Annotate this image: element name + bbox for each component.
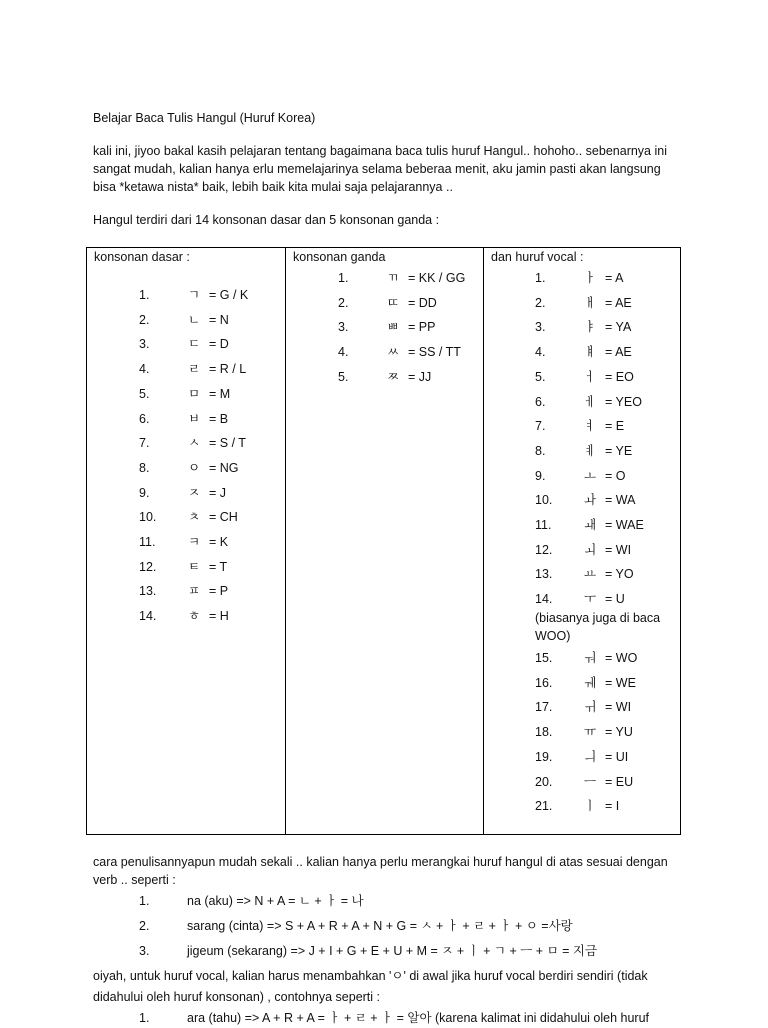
row-number: 12.: [139, 559, 157, 574]
row-number: 14.: [535, 592, 553, 607]
hangul-character: ㅠ: [583, 724, 597, 740]
hangul-character: ㅗ: [583, 467, 597, 483]
romanization: = WI: [605, 542, 632, 557]
item-text: ara (tahu) => A + R + A = ㅏ + ㄹ + ㅏ = 알아 (karena kalimat ini didahului oleh huruf: [187, 1011, 650, 1025]
romanization: = H: [209, 609, 229, 624]
row-number: 20.: [535, 774, 553, 789]
hangul-character: ㄸ: [386, 294, 400, 310]
romanization: = YO: [605, 567, 634, 582]
hangul-character: ㅏ: [583, 270, 597, 285]
romanization: = WO: [605, 651, 638, 665]
row-number: 13.: [535, 567, 553, 582]
lead-paragraph: Hangul terdiri dari 14 konsonan dasar dan 5 konsonan ganda :: [93, 213, 440, 227]
row-number: 5.: [139, 386, 150, 401]
romanization: = O: [605, 468, 626, 483]
row-number: 1.: [139, 288, 150, 302]
hangul-character: ㅖ: [583, 442, 597, 458]
romanization: = DD: [408, 295, 437, 310]
hangul-character: ㅘ: [583, 492, 597, 508]
hangul-character: ㅈ: [187, 484, 201, 500]
romanization: = B: [209, 411, 229, 426]
romanization: = K: [209, 535, 229, 549]
romanization: = T: [209, 559, 228, 574]
romanization: = I: [605, 799, 620, 814]
item-text: na (aku) => N + A = ㄴ + ㅏ = 나: [187, 894, 364, 908]
row-number: 10.: [535, 493, 553, 508]
hangul-character: ㅑ: [583, 319, 597, 335]
romanization: = YA: [605, 320, 632, 335]
hangul-character: ㅞ: [583, 674, 597, 690]
row-number: 5.: [338, 369, 349, 384]
romanization: = U: [605, 592, 625, 607]
romanization: = N: [209, 312, 229, 327]
hangul-character: ㅂ: [187, 410, 201, 426]
hangul-character: ㄹ: [187, 361, 201, 377]
row-number: 6.: [139, 411, 150, 426]
row-number: 2.: [535, 295, 546, 310]
row-number: 3.: [139, 337, 150, 352]
romanization: = M: [209, 386, 231, 401]
romanization: = YEO: [605, 394, 642, 409]
romanization: = WAE: [605, 518, 644, 532]
hangul-character: ㅆ: [386, 344, 400, 360]
hangul-character: ㅁ: [187, 385, 201, 401]
hangul-character: ㅟ: [583, 699, 597, 715]
romanization: = WE: [605, 675, 636, 690]
hangul-character: ㅊ: [187, 509, 201, 525]
row-number: 5.: [535, 369, 546, 384]
vowels-column: [483, 248, 681, 834]
vowel-note: (biasanya juga di baca WOO): [535, 611, 661, 643]
hangul-character: ㅕ: [583, 418, 597, 434]
row-number: 11.: [139, 535, 156, 549]
item-number: 2.: [139, 919, 150, 933]
row-number: 8.: [535, 443, 546, 458]
row-number: 9.: [139, 485, 150, 500]
row-number: 4.: [535, 345, 546, 360]
hangul-character: ㅍ: [187, 583, 201, 599]
double-consonants-column: [285, 248, 484, 834]
document-title: Belajar Baca Tulis Hangul (Huruf Korea): [93, 111, 316, 125]
hangul-character: ㄱ: [187, 287, 201, 302]
row-number: 12.: [535, 542, 553, 557]
hangul-character: ㅓ: [583, 368, 597, 384]
item-number: 1.: [139, 1011, 150, 1025]
row-number: 18.: [535, 725, 553, 740]
romanization: = NG: [209, 460, 239, 475]
row-number: 2.: [139, 312, 150, 327]
row-number: 15.: [535, 651, 553, 665]
row-number: 4.: [139, 362, 150, 377]
row-number: 11.: [535, 518, 552, 532]
hangul-character: ㄲ: [386, 270, 400, 285]
hangul-character: ㅔ: [583, 393, 597, 409]
romanization: = EO: [605, 369, 634, 384]
romanization: = A: [605, 271, 624, 285]
column-header: konsonan dasar :: [94, 250, 190, 264]
romanization: = D: [209, 337, 229, 352]
hangul-character: ㅚ: [583, 541, 597, 557]
hangul-character: ㅙ: [583, 517, 597, 532]
row-number: 6.: [535, 394, 546, 409]
romanization: = S / T: [209, 436, 246, 451]
row-number: 1.: [535, 271, 546, 285]
romanization: = WI: [605, 700, 632, 715]
hangul-character: ㅎ: [187, 608, 201, 624]
row-number: 7.: [535, 419, 546, 434]
hangul-table: [86, 247, 681, 835]
row-number: 10.: [139, 510, 157, 525]
row-number: 2.: [338, 295, 349, 310]
romanization: = WA: [605, 493, 636, 508]
instruction-paragraph: cara penulisannyapun mudah sekali .. kalian hanya perlu merangkai huruf hangul di atas sesuai dengan verb .. seperti :: [93, 855, 668, 887]
hangul-character: ㅛ: [583, 566, 597, 582]
row-number: 4.: [338, 345, 349, 360]
item-text: sarang (cinta) => S + A + R + A + N + G = ㅅ + ㅏ + ㄹ + ㅏ + ㅇ =사랑: [187, 919, 573, 933]
row-number: 14.: [139, 609, 157, 624]
romanization: = E: [605, 419, 625, 434]
romanization: = P: [209, 584, 229, 599]
romanization: = G / K: [209, 288, 249, 302]
item-number: 3.: [139, 944, 150, 958]
row-number: 7.: [139, 436, 150, 451]
row-number: 8.: [139, 460, 150, 475]
hangul-character: ㅜ: [583, 591, 597, 607]
romanization: = YE: [605, 443, 633, 458]
hangul-character: ㅣ: [583, 798, 597, 814]
hangul-character: ㄴ: [187, 311, 201, 327]
row-number: 17.: [535, 700, 553, 715]
hangul-character: ㅉ: [386, 368, 400, 384]
romanization: = CH: [209, 510, 238, 525]
romanization: = PP: [408, 320, 436, 335]
romanization: = JJ: [408, 369, 432, 384]
basic-consonants-column: [87, 248, 285, 834]
item-number: 1.: [139, 894, 150, 908]
hangul-character: ㅋ: [187, 534, 201, 549]
row-number: 13.: [139, 584, 157, 599]
hangul-character: ㅃ: [386, 319, 400, 335]
row-number: 3.: [535, 320, 546, 335]
hangul-character: ㅢ: [583, 748, 597, 764]
column-header: konsonan ganda: [293, 250, 386, 264]
hangul-character: ㅝ: [583, 650, 597, 665]
column-header: dan huruf vocal :: [491, 250, 584, 264]
hangul-character: ㄷ: [187, 336, 201, 352]
hangul-character: ㅡ: [583, 773, 597, 789]
romanization: = UI: [605, 749, 629, 764]
romanization: = AE: [605, 295, 632, 310]
hangul-character: ㅐ: [583, 294, 597, 310]
hangul-character: ㅇ: [187, 459, 201, 475]
romanization: = KK / GG: [408, 271, 466, 285]
row-number: 9.: [535, 468, 546, 483]
row-number: 3.: [338, 320, 349, 335]
romanization: = EU: [605, 774, 634, 789]
row-number: 1.: [338, 271, 349, 285]
romanization: = YU: [605, 725, 633, 740]
vocal-paragraph: oiyah, untuk huruf vocal, kalian harus menambahkan 'ㅇ' di awal jika huruf vocal berdiri sendiri (tidak didahului oleh huruf konsonan) , contohnya seperti :: [93, 969, 648, 1004]
row-number: 16.: [535, 675, 553, 690]
hangul-character: ㅌ: [187, 558, 201, 574]
hangul-character: ㅅ: [187, 435, 201, 451]
romanization: = SS / TT: [408, 345, 461, 360]
hangul-character: ㅒ: [583, 344, 597, 360]
row-number: 21.: [535, 799, 553, 814]
row-number: 19.: [535, 749, 553, 764]
intro-paragraph: kali ini, jiyoo bakal kasih pelajaran tentang bagaimana baca tulis huruf Hangul.. hohoho.. sebenarnya ini sangat mudah, kalian hanya erlu memelajarinya selama beberaa menit, aku jamin pasti akan langsung bisa *ketawa nista* baik, lebih baik kita mulai saja pelajarannya ..: [93, 144, 667, 194]
romanization: = AE: [605, 345, 632, 360]
item-text: jigeum (sekarang) => J + I + G + E + U + M = ㅈ + ㅣ + ㄱ + ㅡ + ㅁ = 지금: [187, 944, 598, 958]
romanization: = J: [209, 485, 227, 500]
romanization: = R / L: [209, 362, 247, 377]
